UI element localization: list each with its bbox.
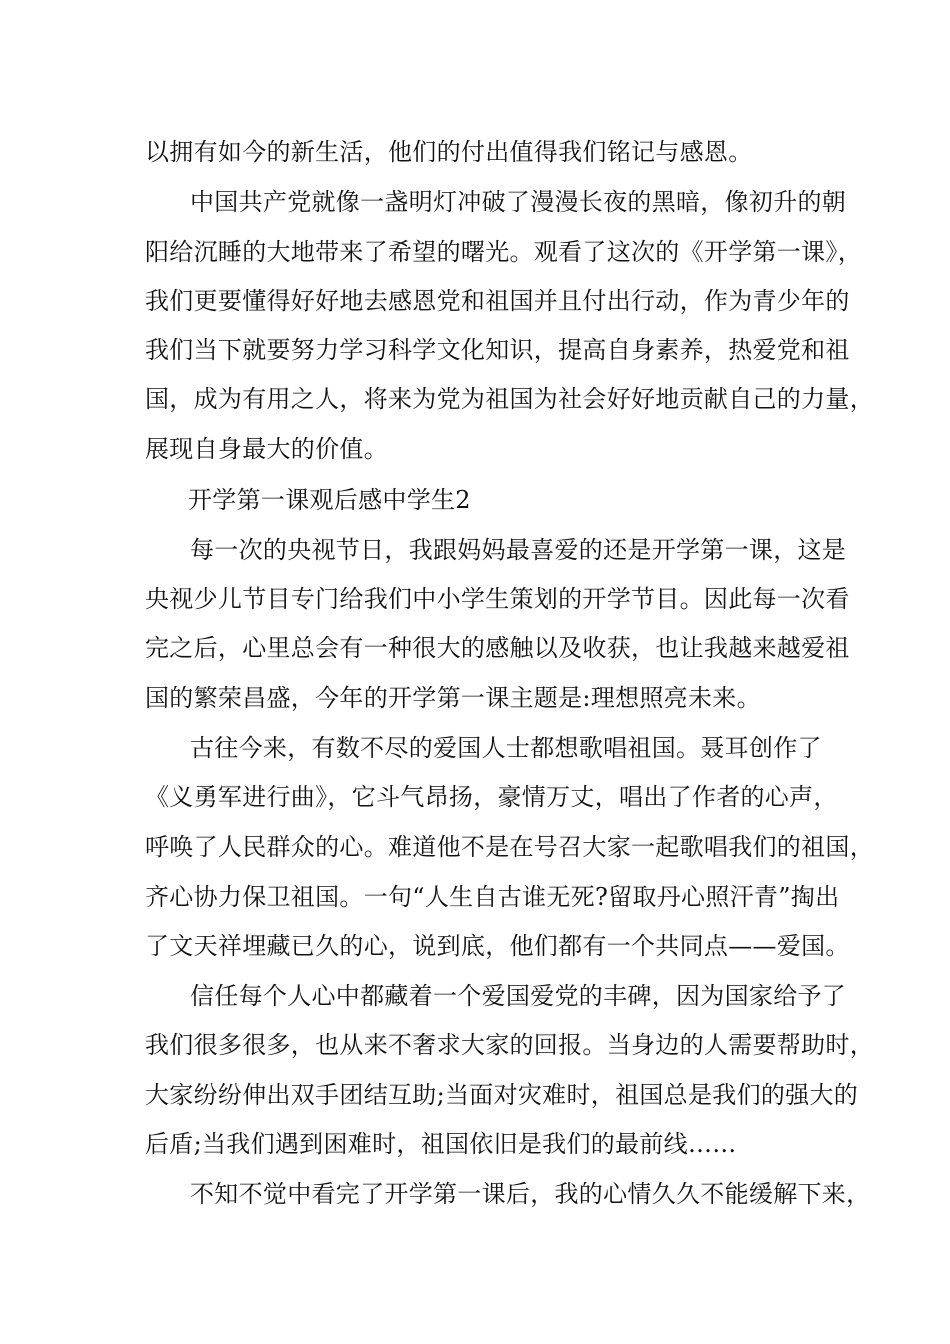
text-line-16: 齐心协力保卫祖国。一句“人生自古谁无死?留取丹心照汗青”掏出 [145,883,840,911]
text-line-4: 我们更要懂得好好地去感恩党和祖国并且付出行动，作为青少年的 [145,287,850,315]
text-line-12: 国的繁荣昌盛，今年的开学第一课主题是:理想照亮未来。 [145,684,761,712]
text-line-6: 国，成为有用之人，将来为党为祖国为社会好好地贡献自己的力量， [145,385,874,413]
text-line-11: 完之后，心里总会有一种很大的感触以及收获，也让我越来越爱祖 [145,634,850,662]
text-line-20: 大家纷纷伸出双手团结互助;当面对灾难时，祖国总是我们的强大的 [145,1081,859,1109]
text-line-21: 后盾;当我们遇到困难时，祖国依旧是我们的最前线…… [145,1130,737,1158]
text-line-15: 呼唤了人民群众的心。难道他不是在号召大家一起歌唱我们的祖国， [145,833,874,861]
text-line-5: 我们当下就要努力学习科学文化知识，提高自身素养，热爱党和祖 [145,336,850,364]
text-line-1: 以拥有如今的新生活，他们的付出值得我们铭记与感恩。 [145,138,753,166]
text-line-22: 不知不觉中看完了开学第一课后，我的心情久久不能缓解下来， [190,1180,871,1208]
text-line-18: 信任每个人心中都藏着一个爱国爱党的丰碑，因为国家给予了 [190,982,847,1010]
text-line-13: 古往今来，有数不尽的爱国人士都想歌唱祖国。聂耳创作了 [190,734,822,762]
text-line-17: 了文天祥埋藏已久的心，说到底，他们都有一个共同点——爱国。 [145,932,850,960]
text-line-2: 中国共产党就像一盏明灯冲破了漫漫长夜的黑暗，像初升的朝 [190,188,847,216]
text-line-9: 每一次的央视节日，我跟妈妈最喜爱的还是开学第一课，这是 [190,536,847,564]
text-line-14: 《义勇军进行曲》，它斗气昂扬，豪情万丈，唱出了作者的心声， [145,783,838,811]
text-line-19: 我们很多很多，也从来不奢求大家的回报。当身边的人需要帮助时， [145,1031,874,1059]
text-line-3: 阳给沉睡的大地带来了希望的曙光。观看了这次的《开学第一课》， [145,238,862,266]
text-line-10: 央视少儿节目专门给我们中小学生策划的开学节目。因此每一次看 [145,585,850,613]
text-line-7: 展现自身最大的价值。 [145,435,388,463]
section-heading: 开学第一课观后感中学生2 [188,486,471,514]
